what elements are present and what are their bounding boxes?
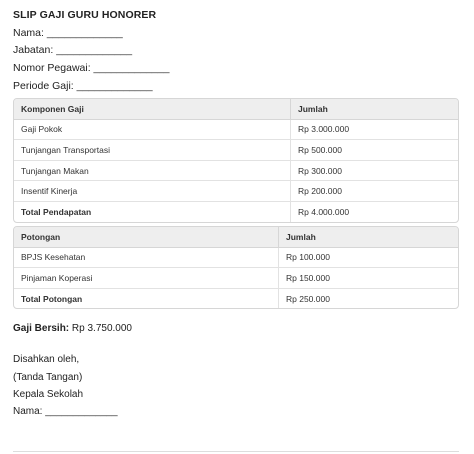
signature-placeholder: (Tanda Tangan) xyxy=(13,372,83,383)
deduction-table xyxy=(13,226,459,309)
row-label: Insentif Kinerja xyxy=(14,181,291,202)
row-amount: Rp 500.000 xyxy=(291,140,458,161)
table-row xyxy=(14,181,458,202)
table-row xyxy=(14,120,458,141)
field-pay-period: Periode Gaji: _____________ xyxy=(13,80,153,92)
total-deduction-label: Total Potongan xyxy=(14,289,279,309)
row-label: BPJS Kesehatan xyxy=(14,248,279,269)
signature-role: Kepala Sekolah xyxy=(13,389,84,400)
row-amount: Rp 200.000 xyxy=(291,181,458,202)
signature-approved-by: Disahkan oleh, xyxy=(13,354,80,365)
net-salary-label: Gaji Bersih: xyxy=(13,323,70,334)
field-employee-number: Nomor Pegawai: _____________ xyxy=(13,62,170,74)
deduction-table-header xyxy=(14,227,458,248)
table-row xyxy=(14,268,458,289)
row-label: Gaji Pokok xyxy=(14,120,291,141)
table-row xyxy=(14,161,458,182)
income-table-header xyxy=(14,99,458,120)
table-row xyxy=(14,140,458,161)
total-income-label: Total Pendapatan xyxy=(14,202,291,222)
signature-name: Nama: _____________ xyxy=(13,406,118,417)
column-header-amount: Jumlah xyxy=(291,99,458,120)
column-header-amount: Jumlah xyxy=(279,227,458,248)
field-name: Nama: _____________ xyxy=(13,27,123,39)
bottom-divider xyxy=(13,451,459,452)
row-label: Tunjangan Makan xyxy=(14,161,291,182)
row-amount: Rp 300.000 xyxy=(291,161,458,182)
total-income-amount: Rp 4.000.000 xyxy=(298,206,350,217)
total-deduction-amount: Rp 250.000 xyxy=(286,293,330,304)
row-label: Pinjaman Koperasi xyxy=(14,268,279,289)
net-salary xyxy=(13,323,132,334)
field-position: Jabatan: _____________ xyxy=(13,44,133,56)
row-amount: Rp 100.000 xyxy=(279,248,458,269)
row-label: Tunjangan Transportasi xyxy=(14,140,291,161)
total-income-row xyxy=(14,202,458,222)
row-amount: Rp 3.000.000 xyxy=(291,120,458,141)
column-header-deduction: Potongan xyxy=(14,227,279,248)
total-deduction-row xyxy=(14,289,458,309)
document-title: SLIP GAJI GURU HONORER xyxy=(13,9,157,21)
row-amount: Rp 150.000 xyxy=(279,268,458,289)
column-header-component: Komponen Gaji xyxy=(14,99,291,120)
net-salary-amount: Rp 3.750.000 xyxy=(71,323,132,334)
income-table xyxy=(13,98,459,223)
table-row xyxy=(14,248,458,269)
